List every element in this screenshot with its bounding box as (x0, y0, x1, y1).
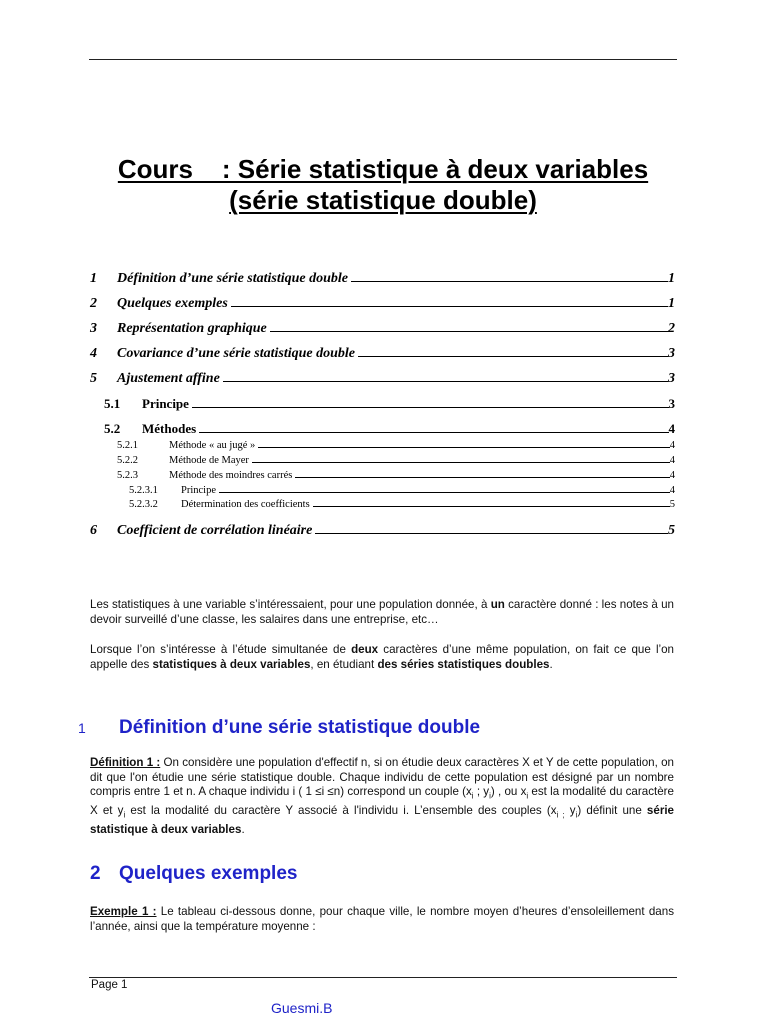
toc-entry[interactable] (129, 499, 675, 510)
toc-label: Détermination des coefficients (181, 499, 310, 510)
toc-label: Méthode des moindres carrés (169, 470, 293, 481)
section-number: 1 (78, 720, 86, 736)
example-paragraph: Exemple 1 : Le tableau ci-dessous donne, pour chaque ville, le nombre moyen d’heures d’ensoleillement dans l’année, ainsi que la température moyenne : (90, 905, 674, 933)
toc-leader (192, 407, 669, 408)
toc-entry[interactable] (117, 440, 675, 451)
title-line-1: Cours : Série statistique à deux variables (117, 154, 649, 184)
toc-page: 5 (669, 499, 675, 510)
toc-page: 4 (669, 485, 675, 496)
page-number: Page 1 (91, 979, 128, 991)
toc-number: 5.2.3.2 (129, 499, 158, 510)
toc-label: Méthode « au jugé » (169, 440, 256, 451)
author-name: Guesmi.B (271, 1000, 333, 1016)
toc-number: 1 (90, 271, 97, 286)
toc-number: 5.1 (104, 396, 121, 411)
definition-paragraph: Définition 1 : On considère une population d'effectif n, si on étudie deux caractères X et Y de cette population, on dit que l'on étudie une série statistique double. Chaque individu de cette population est désigné par un nombre compris entre 1 et n. A chaque individu i ( 1 ≤i ≤n) correspond un couple ($x_i$ ; $y_i$) , ou $x_i$ est la modalité du caractère X et $y_i$ est la modalité du caractère Y associé à l'individu i. L’ensemble des couples ($x_{i ;}$ $y_i$) définit une série statistique à deux variables. (90, 756, 674, 836)
toc-leader (223, 381, 668, 382)
toc-page: 1 (668, 271, 675, 286)
toc-page: 1 (668, 296, 675, 311)
section-title: Définition d’une série statistique double (119, 717, 481, 738)
intro-paragraph-2: Lorsque l’on s’intéresse à l’étude simultanée de deux caractères d’une même population, on fait ce que l’on appelle des statistiques à deux variables, en étudiant des séries statistiques doubles. (90, 643, 674, 671)
toc-label: Méthode de Mayer (169, 455, 249, 466)
section-title: Quelques exemples (119, 863, 298, 884)
toc-number: 6 (90, 523, 97, 538)
toc-page: 4 (668, 421, 675, 436)
toc-entry[interactable] (104, 421, 675, 437)
definition-label: Définition 1 : (90, 756, 161, 769)
toc-entry[interactable] (90, 346, 675, 362)
example-label: Exemple 1 : (90, 905, 157, 918)
toc-entry[interactable] (117, 470, 675, 481)
toc-number: 5 (90, 371, 97, 386)
toc-leader (270, 331, 668, 332)
toc-entry[interactable] (90, 296, 675, 312)
document-title (90, 154, 676, 216)
title-line-2: (série statistique double) (229, 185, 537, 215)
toc-label: Définition d’une série statistique double (117, 271, 349, 286)
toc-entry[interactable] (117, 455, 675, 466)
toc-label: Méthodes (142, 421, 197, 436)
toc-label: Principe (181, 485, 216, 496)
toc-page: 4 (669, 440, 675, 451)
toc-number: 5.2.2 (117, 455, 138, 466)
toc-entry[interactable] (90, 321, 675, 337)
intro-paragraph-1: Les statistiques à une variable s’intéressaient, pour une population donnée, à un caractère donné : les notes à un devoir surveillé d’une classe, les salaires dans une entreprise, etc… (90, 598, 674, 626)
toc-page: 3 (668, 396, 675, 411)
toc-label: Quelques exemples (117, 296, 228, 311)
toc-number: 5.2.3 (117, 470, 138, 481)
toc-page: 2 (668, 321, 675, 336)
toc-number: 5.2.1 (117, 440, 138, 451)
toc-label: Ajustement affine (117, 371, 220, 386)
toc-number: 3 (90, 321, 97, 336)
toc-page: 3 (668, 346, 675, 361)
toc-entry[interactable] (129, 485, 675, 496)
toc-number: 4 (90, 346, 97, 361)
section-heading-1 (78, 717, 480, 739)
toc-label: Principe (142, 396, 189, 411)
section-heading-2 (90, 863, 297, 885)
section-number: 2 (90, 863, 101, 884)
toc-number: 5.2 (104, 421, 121, 436)
toc-number: 5.2.3.1 (129, 485, 158, 496)
toc-label: Coefficient de corrélation linéaire (117, 523, 313, 538)
header-rule (89, 59, 677, 60)
toc-label: Covariance d’une série statistique double (117, 346, 355, 361)
footer-rule (89, 977, 677, 978)
toc-leader (199, 432, 668, 433)
toc-leader (219, 492, 670, 493)
toc-leader (351, 281, 668, 282)
toc-page: 4 (669, 455, 675, 466)
toc-page: 4 (669, 470, 675, 481)
toc-page: 5 (668, 523, 675, 538)
toc-label: Représentation graphique (117, 321, 267, 336)
toc-entry[interactable] (104, 396, 675, 412)
toc-entry[interactable] (90, 523, 675, 539)
toc-entry[interactable] (90, 371, 675, 387)
toc-entry[interactable] (90, 271, 675, 287)
toc-leader (295, 477, 669, 478)
toc-leader (258, 447, 669, 448)
toc-leader (313, 506, 670, 507)
toc-leader (231, 306, 668, 307)
toc-leader (358, 356, 668, 357)
toc-number: 2 (90, 296, 97, 311)
toc-leader (315, 533, 668, 534)
toc-page: 3 (668, 371, 675, 386)
toc-leader (252, 462, 670, 463)
